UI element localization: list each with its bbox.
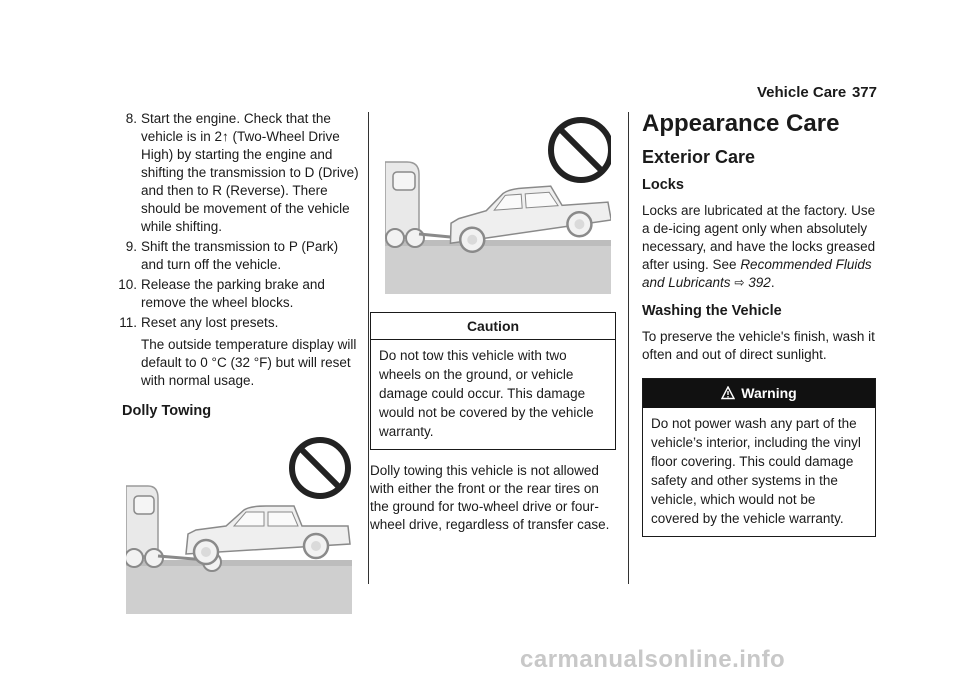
section-title: Vehicle Care	[757, 84, 847, 101]
page-header	[757, 84, 877, 104]
dolly-towing-illustration	[126, 434, 352, 614]
column-2	[370, 110, 618, 548]
step-text: Release the parking brake and remove the wheel blocks.	[141, 277, 325, 310]
column-3	[642, 110, 882, 537]
page-ref-number[interactable]: 392	[748, 275, 771, 290]
step-number: 9.	[125, 239, 137, 254]
warning-title: Warning	[741, 385, 797, 401]
warning-box	[642, 378, 876, 537]
page-ref-icon: ⇨	[734, 275, 745, 290]
step-text: Shift the transmission to P (Park) and turn off the vehicle.	[141, 239, 339, 272]
appearance-care-heading: Appearance Care	[642, 110, 840, 137]
washing-heading: Washing the Vehicle	[642, 303, 782, 319]
step-number: 8.	[125, 111, 137, 126]
step-9	[110, 238, 360, 274]
column-1	[110, 110, 360, 614]
step-number: 10.	[118, 277, 137, 292]
washing-paragraph: To preserve the vehicle's finish, wash it often and out of direct sunlight.	[642, 329, 875, 362]
caution-title: Caution	[371, 313, 615, 340]
step-text: Reset any lost presets.	[141, 315, 279, 330]
caution-body: Do not tow this vehicle with two wheels on the ground, or vehicle damage could occur. This damage would not be covered by the vehicle warranty.	[379, 348, 594, 439]
step-10	[110, 276, 360, 312]
footer-watermark: carmanualsonline.info	[520, 646, 786, 673]
warning-body: Do not power wash any part of the vehicle’s interior, including the vinyl floor covering. This could damage safety and other systems in the vehicle, which would not be covered by the vehicle warranty.	[651, 416, 861, 526]
step-text: Start the engine. Check that the vehicle is in 2↑ (Two-Wheel Drive High) by starting the engine and shifting the transmission to D (Drive) and then to R (Reverse). There should be movement of the vehicle while shifting.	[141, 111, 359, 234]
locks-heading: Locks	[642, 177, 684, 193]
page-number: 377	[851, 84, 877, 101]
column-divider	[628, 112, 629, 584]
locks-paragraph: Locks are lubricated at the factory. Use a de-icing agent only when absolutely necessary, and have the locks greased after using. See Recommended Fluids and Lubricants ⇨ 392.	[642, 203, 876, 290]
towing-illustration	[385, 110, 611, 294]
step-11	[110, 314, 360, 390]
step-number: 11.	[119, 315, 137, 330]
arrow-up-icon: ↑	[222, 129, 229, 144]
column-divider	[368, 112, 369, 584]
step-8	[110, 110, 360, 236]
dolly-towing-heading: Dolly Towing	[122, 403, 212, 419]
warning-header	[643, 379, 875, 408]
warning-icon	[721, 386, 735, 400]
exterior-care-heading: Exterior Care	[642, 147, 756, 167]
step-subtext: The outside temperature display will default to 0 °C (32 °F) but will reset with normal usage.	[141, 337, 357, 388]
recommended-fluids-link[interactable]: Recommended Fluids and Lubricants	[642, 257, 872, 290]
dolly-towing-paragraph: Dolly towing this vehicle is not allowed with either the front or the rear tires on the ground for two-wheel drive or four-wheel drive, regardless of transfer case.	[370, 463, 610, 532]
caution-box	[370, 312, 616, 450]
